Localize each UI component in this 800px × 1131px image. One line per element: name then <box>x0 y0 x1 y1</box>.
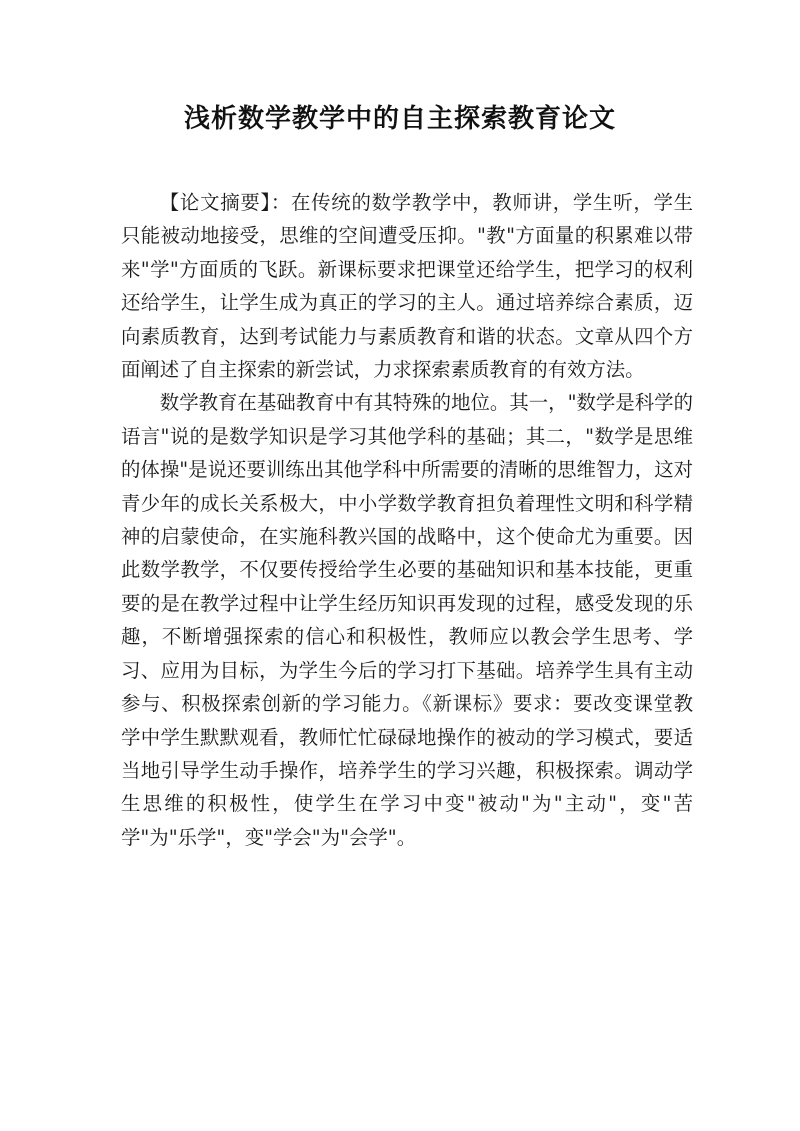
document-title: 浅析数学教学中的自主探索教育论文 <box>183 104 616 134</box>
paragraph-abstract: 【论文摘要】：在传统的数学教学中，教师讲，学生听，学生只能被动地接受，思维的空间遭受压抑。"教"方面量的积累难以带来"学"方面质的飞跃。新课标要求把课堂还给学生，把学习的权利还给学生，让学生成为真正的学习的主人。通过培养综合素质，迈向素质教育，达到考试能力与素质教育和谐的状态。文章从四个方面阐述了自主探索的新尝试，力求探索素质教育的有效方法。 <box>121 191 693 382</box>
document-body <box>121 186 693 854</box>
paragraph-body: 数学教育在基础教育中有其特殊的地位。其一，"数学是科学的语言"说的是数学知识是学习其他学科的基础；其二，"数学是思维的体操"是说还要训练出其他学科中所需要的清晰的思维智力，这对青少年的成长关系极大，中小学数学教育担负着理性文明和科学精神的启蒙使命，在实施科教兴国的战略中，这个使命尤为重要。因此数学教学，不仅要传授给学生必要的基础知识和基本技能，更重要的是在教学过程中让学生经历知识再发现的过程，感受发现的乐趣，不断增强探索的信心和积极性，教师应以教会学生思考、学习、应用为目标，为学生今后的学习打下基础。培养学生具有主动参与、积极探索创新的学习能力。《新课标》要求：要改变课堂教学中学生默默观看，教师忙忙碌碌地操作的被动的学习模式，要适当地引导学生动手操作，培养学生的学习兴趣，积极探索。调动学生思维的积极性，使学生在学习中变"被动"为"主动"，变"苦学"为"乐学"，变"学会"为"会学"。 <box>121 391 693 849</box>
